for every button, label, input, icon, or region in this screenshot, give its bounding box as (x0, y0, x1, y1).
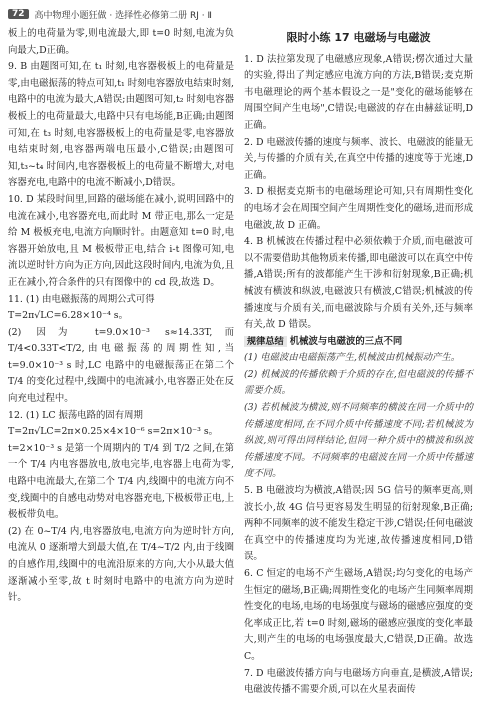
answer-r3: 3. D 根据麦克斯韦的电磁场理论可知,只有周期性变化的电场才会在周围空间产生周期性变化的磁场,进而形成电磁波,故 D 正确。 (244, 186, 473, 231)
summary-header (244, 334, 473, 351)
formula-period: T=2π√LC=6.28×10⁻⁴ s。 (8, 310, 128, 322)
answer-9: 9. B 由题图可知,在 t₁ 时刻,电容器极板上的电荷量是零,由电磁振荡的特点可知,t₁ 时刻电容器放电结束时刻,电路中的电流为最大,A错误;由题图可知,t₂ 时刻电容器极板上的电荷量最大,电路中只有电场能,B正确;由题图可知,在 t₃ 时刻,电容器极板上的电荷量是零,电容器放电结束时刻,电容器两端电压最小,C错误;由题图可知,t₃~t₄ 时间内,电容器极板上的电荷量不断增大,对电容器充电,电路中的电流不断减小,D错误。 (8, 61, 234, 189)
summary-item: (2) 机械波的传播依赖于介质的存在,但电磁波的传播不需要介质。 (244, 368, 473, 397)
summary-item: (1) 电磁波由电磁振荡产生,机械波由机械振动产生。 (244, 352, 461, 364)
answer-11-1: 11. (1) 由电磁振荡的周期公式可得 (8, 293, 155, 305)
answer-r2: 2. D 电磁波传播的速度与频率、波长、电磁波的能量无关,与传播的介质有关,在真空中传播的速度等于光速,D正确。 (244, 136, 473, 181)
page-header (8, 6, 212, 22)
answer-12-1: 12. (1) LC 振荡电路的固有周期 (8, 409, 143, 421)
answer-r6: 6. C 恒定的电场不产生磁场,A错误;均匀变化的电场产生恒定的磁场,B正确;周期性变化的电场产生同频率周期性变化的电场,电场的电场强度与磁场的磁感应强度的变化率成正比,若 t=0 时刻,磁场的磁感应强度的变化率最大,则产生的电场的电场强度最大,C错误,D正确。故选 C。 (244, 568, 473, 662)
summary-box-label: 规律总结 (244, 336, 287, 347)
answer-paragraph: 板上的电荷量为零,则电流最大,即 t=0 时刻,电流为负向最大,D正确。 (8, 28, 234, 56)
answer-12-1-detail: t=2×10⁻³ s 是第一个周期内的 T/4 到 T/2 之间,在第一个 T/4 内电容器放电,放电完毕,电容器上电荷为零,电路中电流最大,在第二个 T/4 内,线圈中的电流方向不变,线圈中的自感电动势对电容器充电,下极板带正电,上极板带负电。 (8, 442, 234, 521)
answer-r5: 5. B 电磁波均为横波,A错误;因 5G 信号的频率更高,则波长小,故 4G 信号更容易发生明显的衍射现象,B正确;两种不同频率的波不能发生稳定干涉,C错误;任何电磁波在真空中的传播速度均为光速,故传播速度相同,D错误。 (244, 485, 473, 563)
answer-10: 10. D 某段时间里,回路的磁场能在减小,说明回路中的电流在减小,电容器充电,而此时 M 带正电,那么一定是给 M 极板充电,电流方向顺时针。由题意知 t=0 时,电容器开始放电,且 M 极板带正电,结合 i-t 图像可知,电流以逆时针方向为正方向,因此这段时间内,电流为负,且正在减小,符合条件的只有图像中的 cd 段,故选 D。 (8, 193, 234, 288)
summary-item: (3) 若机械波为横波,则不同频率的横波在同一介质中的传播速度相同,在不同介质中传播速度不同;若机械波为纵波,则可得出同样结论,但同一种介质中的横波和纵波传播速度不同。不同频率的电磁波在同一介质中传播速度不同。 (244, 402, 473, 480)
summary-title: 机械波与电磁波的三点不同 (289, 335, 403, 347)
answer-r7: 7. D 电磁波传播方向与电磁场方向垂直,是横波,A错误;电磁波传播不需要介质,可以在火星表面传 (244, 667, 473, 696)
answer-r4: 4. B 机械波在传播过程中必须依赖于介质,而电磁波可以不需要借助其他物质来传播,即电磁波可以在真空中传播,A错误;所有的波都能产生干涉和衍射现象,B正确;机械波有横波和纵波,电磁波只有横波,C错误;机械波的传播速度与介质有关,而电磁波除与介质有关外,还与频率有关,故 D 错误。 (244, 236, 473, 331)
section-title: 限时小练 17 电磁场与电磁波 (286, 31, 431, 44)
page-number: 72 (8, 9, 29, 19)
book-title: 高中物理小题狂做 · 选择性必修第二册 RJ · Ⅱ (34, 10, 212, 21)
left-column (8, 26, 234, 607)
answer-11-2: (2) 因为 t=9.0×10⁻³ s≈14.33T,而 T/4<0.33T<T/2,由电磁振荡的周期性知,当 t=9.0×10⁻³ s 时,LC 电路中的电磁振荡正在第二个 T/4 的变化过程中,线圈中的电流减小,电容器正处在反向充电过程中。 (8, 326, 234, 405)
answer-r1: 1. D 法拉第发现了电磁感应现象,A错误;楞次通过大量的实验,得出了判定感应电流方向的方法,B错误;麦克斯韦电磁理论的两个基本假设之一是"变化的磁场能够在周围空间产生电场",C错误;电磁波的存在由赫兹证明,D正确。 (244, 53, 473, 131)
answer-12-2: (2) 在 0~T/4 内,电容器放电,电流方向为逆时针方向,电流从 0 逐渐增大到最大值,在 T/4~T/2 内,由于线圈的自感作用,线圈中的电流沿原来的方向,大小从最大值逐渐减小至零,故 t 时刻时电路中的电流方向为逆时针。 (8, 525, 234, 604)
right-column (244, 26, 473, 699)
formula-period-2: T=2π√LC=2π×0.25×4×10⁻⁶ s=2π×10⁻³ s。 (8, 426, 219, 438)
